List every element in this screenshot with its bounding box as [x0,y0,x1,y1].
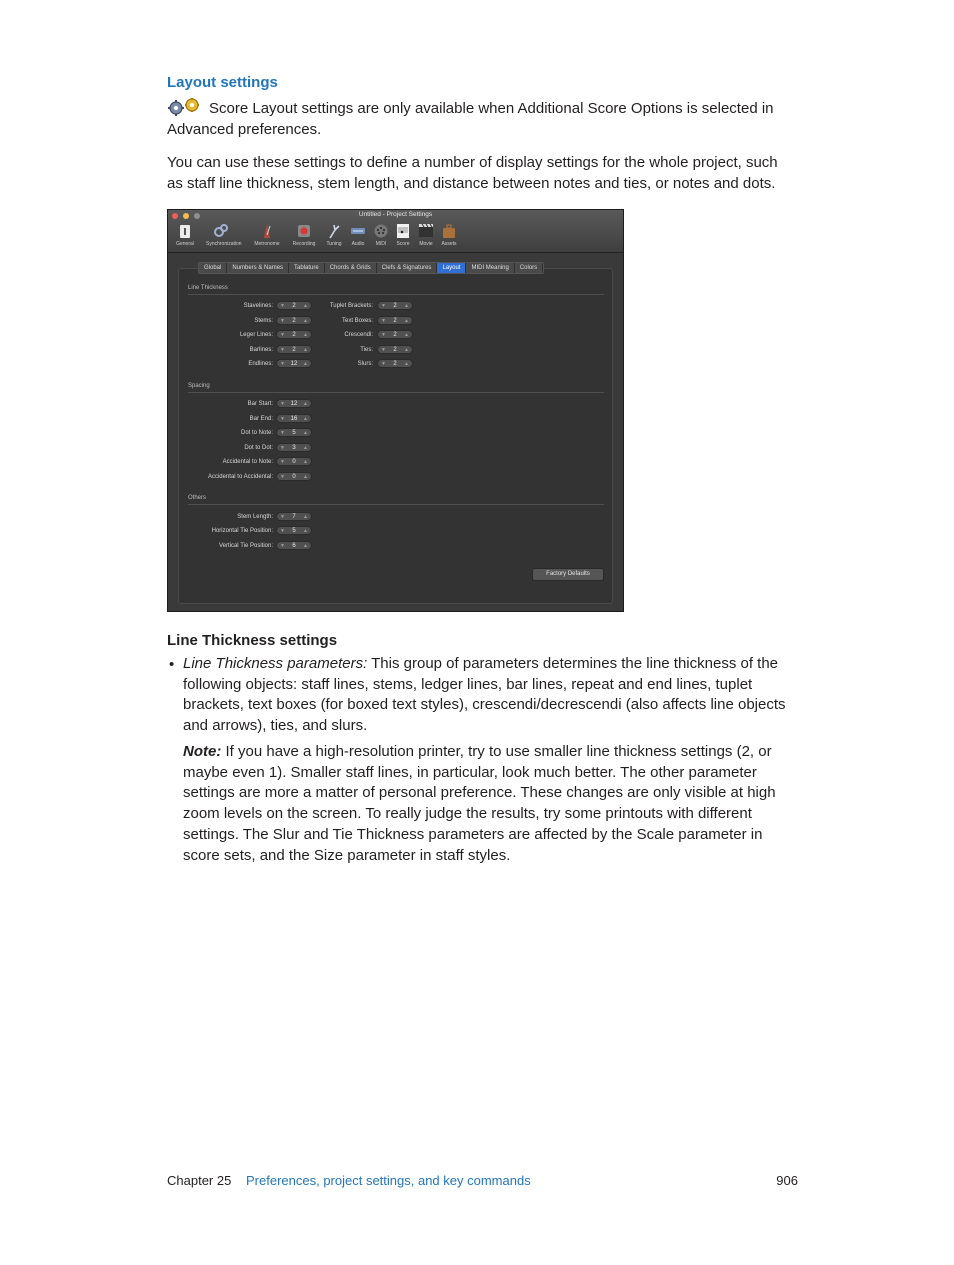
footer-chapter: Chapter 25 [167,1173,232,1188]
param-label: Stavelines: [243,303,273,309]
tab-numbers-names[interactable]: Numbers & Names [227,263,289,273]
vertical-tie-position-stepper[interactable]: ▼ 6 ▲ [276,541,312,550]
toolbar-score[interactable]: Score [388,223,418,247]
general-icon [177,223,193,239]
group-others-label: Others [188,495,207,501]
note-term: Note: [183,743,222,760]
toolbar-movie[interactable]: Movie [411,223,441,247]
intro-paragraph: You can use these settings to define a number of display settings for the whole project, such as staff line thickness, stem length, and distance between notes and ties, or notes and dots. [167,154,778,192]
param-label: Crescendi: [344,332,373,338]
param-label: Bar Start: [247,401,273,407]
leger-lines-stepper[interactable]: ▼ 2 ▲ [276,330,312,339]
param-label: Leger Lines: [239,332,273,338]
intro-note [167,98,797,140]
param-label: Tuplet Brackets: [329,303,373,309]
footer-chapter-link[interactable]: Preferences, project settings, and key commands [246,1173,531,1188]
tab-clefs-signatures[interactable]: Clefs & Signatures [377,263,438,273]
toolbar-general[interactable]: General [170,223,200,247]
intro-note-text: Score Layout settings are only available when Additional Score Options is selected in Advanced preferences. [167,100,774,138]
note-text: If you have a high-resolution printer, try to use smaller line thickness settings (2, or maybe even 1). Smaller staff lines, in particular, look much better. The other parameter settings are more a matter of personal preference. These changes are only visible at high zoom levels on the screen. To really judge the results, try some printouts with different settings. The Slur and Tie Thickness parameters are affected by the Scale parameter in score sets, and the Size parameter in staff styles. [183,743,776,864]
midi-icon [373,223,389,239]
endlines-stepper[interactable]: ▼ 12 ▲ [276,359,312,368]
movie-icon [418,223,434,239]
toolbar-audio[interactable]: Audio [343,223,373,247]
recording-icon [296,223,312,239]
toolbar-metronome[interactable]: Metronome [252,223,282,247]
param-label: Dot to Note: [240,430,273,436]
tab-global[interactable]: Global [199,263,227,273]
ties-stepper[interactable]: ▼ 2 ▲ [377,345,413,354]
assets-icon [441,223,457,239]
stavelines-stepper[interactable]: ▼ 2 ▲ [276,301,312,310]
tab-layout[interactable]: Layout [437,263,466,273]
toolbar-midi[interactable]: MIDI [366,223,396,247]
toolbar-assets[interactable]: Assets [434,223,464,247]
accidental-to-accidental-stepper[interactable]: ▼ 0 ▲ [276,472,312,481]
settings-tab-bar [198,262,544,274]
stems-stepper[interactable]: ▼ 2 ▲ [276,316,312,325]
score-icon [395,223,411,239]
tab-chords-grids[interactable]: Chords & Grids [325,263,377,273]
tab-colors[interactable]: Colors [515,263,543,273]
metronome-icon [259,223,275,239]
param-label: Endlines: [248,361,273,367]
toolbar-synchronization[interactable]: Synchronization [206,223,236,247]
group-divider [188,392,604,393]
bar-start-stepper[interactable]: ▼ 12 ▲ [276,399,312,408]
page-number: 906 [776,1173,798,1188]
group-spacing-label: Spacing [188,383,210,389]
crescendi-stepper[interactable]: ▼ 2 ▲ [377,330,413,339]
horizontal-tie-position-stepper[interactable]: ▼ 5 ▲ [276,526,312,535]
line-thickness-heading: Line Thickness settings [167,632,338,649]
window-titlebar [168,210,623,253]
tab-tablature[interactable]: Tablature [289,263,325,273]
group-divider [188,294,604,295]
factory-defaults-button[interactable]: Factory Defaults [532,568,604,581]
gears-icon [167,98,201,116]
window-title: Untitled - Project Settings [358,211,433,218]
toolbar-tuning[interactable]: Tuning [319,223,349,247]
section-title: Layout settings [167,74,278,91]
note-paragraph [183,742,799,866]
bullet-paragraph [183,654,799,737]
param-label: Ties: [360,347,373,353]
project-settings-window [167,209,624,612]
tuning-icon [326,223,342,239]
accidental-to-note-stepper[interactable]: ▼ 0 ▲ [276,457,312,466]
param-label: Vertical Tie Position: [218,543,273,549]
slurs-stepper[interactable]: ▼ 2 ▲ [377,359,413,368]
synchronization-icon [213,223,229,239]
bullet-text: This group of parameters determines the line thickness of the following objects: staff lines, stems, ledger lines, bar lines, repeat and end lines, tuplet brackets, text boxes (for boxed text styles), crescendi/decrescendi (also affects line objects and arrows), ties, and slurs. [183,655,786,735]
param-label: Accidental to Accidental: [207,474,273,480]
param-label: Text Boxes: [341,318,373,324]
dot-to-note-stepper[interactable]: ▼ 5 ▲ [276,428,312,437]
tab-midi-meaning[interactable]: MIDI Meaning [466,263,514,273]
tuplet-brackets-stepper[interactable]: ▼ 2 ▲ [377,301,413,310]
bullet-term: Line Thickness parameters: [183,655,368,672]
param-label: Barlines: [249,347,273,353]
audio-icon [350,223,366,239]
param-label: Stems: [254,318,273,324]
stem-length-stepper[interactable]: ▼ 7 ▲ [276,512,312,521]
group-line-thickness-label: Line Thickness [188,285,228,291]
dot-to-dot-stepper[interactable]: ▼ 3 ▲ [276,443,312,452]
param-label: Stem Length: [237,514,273,520]
group-divider [188,504,604,505]
param-label: Accidental to Note: [222,459,273,465]
param-label: Dot to Dot: [244,445,273,451]
bullet-marker: • [169,656,175,673]
param-label: Slurs: [357,361,373,367]
text-boxes-stepper[interactable]: ▼ 2 ▲ [377,316,413,325]
toolbar-recording[interactable]: Recording [289,223,319,247]
barlines-stepper[interactable]: ▼ 2 ▲ [276,345,312,354]
param-label: Bar End: [249,416,273,422]
param-label: Horizontal Tie Position: [211,528,273,534]
bar-end-stepper[interactable]: ▼ 16 ▲ [276,414,312,423]
